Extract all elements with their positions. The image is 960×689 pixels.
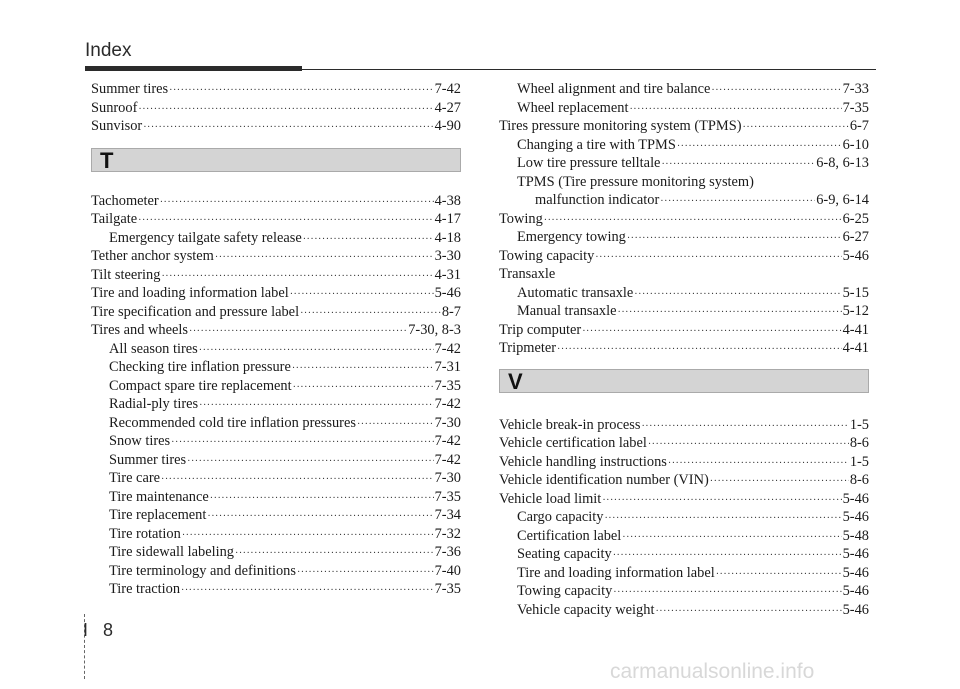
header-rule-thin (302, 69, 876, 70)
index-entry (499, 582, 869, 601)
letter-section-v (499, 369, 869, 393)
leader-dots (622, 529, 841, 548)
entry-page-ref: 7-32 (434, 525, 461, 542)
entry-label: Compact spare tire replacement (109, 377, 292, 394)
entry-page-ref: 4-41 (842, 321, 869, 338)
index-entry (91, 80, 461, 99)
entry-page-ref: 5-46 (842, 509, 869, 525)
leader-dots (189, 323, 407, 342)
index-entry (499, 302, 869, 321)
entry-page-ref: 5-46 (842, 247, 869, 264)
entry-page-ref: 5-46 (842, 490, 869, 507)
entry-label: Radial-ply tires (109, 396, 199, 412)
entry-page-ref: 7-35 (434, 377, 461, 394)
leader-dots (187, 453, 433, 472)
leader-dots (181, 582, 434, 601)
entry-label: Snow tires (109, 433, 171, 449)
entry-label: Certification label (517, 527, 622, 544)
index-entry (499, 173, 869, 192)
index-entry (499, 490, 869, 509)
entry-label: Tripmeter (499, 340, 557, 356)
entry-page-ref: 4-17 (434, 211, 461, 227)
index-entry (499, 191, 869, 210)
index-entry (91, 117, 461, 136)
entry-label: Recommended cold tire inflation pressures (109, 414, 356, 431)
entry-label: Summer tires (91, 81, 169, 97)
entry-page-ref: 7-42 (434, 340, 461, 357)
page-header-title: Index (85, 40, 132, 61)
leader-dots (711, 82, 841, 101)
entry-page-ref: 7-42 (434, 451, 461, 468)
entry-page-ref: 7-33 (842, 81, 869, 97)
leader-dots (160, 194, 434, 213)
entry-page-ref: 4-31 (434, 266, 461, 283)
index-entry (91, 525, 461, 544)
entry-label: Tire care (109, 470, 161, 486)
entry-label: Vehicle identification number (VIN) (499, 472, 709, 488)
entry-page-ref: 7-30, 8-3 (408, 322, 461, 338)
entry-label: Towing capacity (517, 583, 613, 599)
entry-label: Vehicle handling instructions (499, 453, 667, 470)
entry-label: Vehicle certification label (499, 435, 647, 451)
index-entry (91, 488, 461, 507)
entry-label: Tires pressure monitoring system (TPMS) (499, 118, 742, 134)
index-entry (91, 506, 461, 525)
leader-dots (303, 231, 434, 250)
entry-label: Seating capacity (517, 546, 612, 562)
leader-dots (138, 101, 433, 120)
entry-page-ref: 7-42 (434, 81, 461, 97)
entry-label: Emergency towing (517, 229, 626, 245)
leader-dots (171, 434, 433, 453)
right-top-entries (499, 80, 869, 358)
leader-dots (710, 473, 849, 492)
index-entry (499, 117, 869, 136)
leader-dots (602, 492, 841, 511)
entry-page-ref: 6-27 (842, 229, 869, 245)
entry-page-ref: 6-9, 6-14 (816, 192, 869, 208)
leader-dots (634, 286, 841, 305)
index-entry (91, 210, 461, 229)
index-entry (499, 416, 869, 435)
entry-page-ref: 4-38 (434, 192, 461, 209)
footer-page-number: 8 (103, 620, 114, 640)
letter-heading: V (508, 368, 523, 394)
watermark-text: carmanualsonline.info (610, 660, 815, 683)
entry-page-ref: 7-40 (434, 562, 461, 579)
entry-page-ref: 8-6 (849, 472, 869, 488)
leader-dots (292, 360, 434, 379)
index-entry (499, 136, 869, 155)
leader-dots (716, 566, 842, 585)
index-entry (499, 99, 869, 118)
entry-label: Tire and loading information label (91, 285, 289, 301)
entry-page-ref: 6-25 (842, 210, 869, 227)
entry-page-ref: 4-18 (434, 229, 461, 246)
entry-label: Wheel replacement (517, 99, 629, 116)
entry-page-ref: 7-42 (434, 396, 461, 412)
entry-page-ref: 7-35 (842, 99, 869, 116)
index-entry (499, 80, 869, 99)
index-entry (91, 266, 461, 285)
index-entry (91, 580, 461, 599)
leader-dots (293, 379, 434, 398)
entry-label: Sunroof (91, 99, 138, 116)
index-entry (499, 545, 869, 564)
entry-page-ref: 5-48 (842, 527, 869, 544)
index-entry (91, 451, 461, 470)
leader-dots (655, 603, 841, 622)
entry-page-ref: 5-46 (842, 564, 869, 581)
header-rule-thick (85, 66, 302, 71)
index-entry (499, 247, 869, 266)
entry-label: Tailgate (91, 211, 138, 227)
entry-page-ref: 5-46 (434, 285, 461, 301)
entry-page-ref: 5-46 (842, 583, 869, 599)
entry-label: Tire sidewall labeling (109, 544, 234, 560)
index-entry (91, 395, 461, 414)
entry-label: Towing (499, 210, 543, 227)
entry-page-ref: 6-7 (849, 118, 869, 134)
index-entry (499, 284, 869, 303)
index-entry (499, 228, 869, 247)
leader-dots (357, 416, 434, 435)
index-entry (91, 321, 461, 340)
index-entry (499, 434, 869, 453)
entry-label: Manual transaxle (517, 303, 617, 319)
entry-label: Tire specification and pressure label (91, 303, 300, 320)
index-entry (499, 471, 869, 490)
index-entry (91, 192, 461, 211)
entry-label: Tire traction (109, 581, 181, 597)
entry-page-ref: 6-8, 6-13 (816, 155, 869, 171)
entry-page-ref: 7-30 (434, 414, 461, 431)
entry-label: Tether anchor system (91, 248, 214, 264)
index-entry (91, 284, 461, 303)
entry-page-ref: 1-5 (849, 416, 869, 433)
entry-label: Automatic transaxle (517, 284, 634, 301)
index-entry (91, 562, 461, 581)
entry-page-ref: 7-35 (434, 581, 461, 597)
leader-dots (743, 119, 849, 138)
index-column-left (91, 80, 461, 599)
entry-label: Tilt steering (91, 266, 161, 283)
entry-label: TPMS (Tire pressure monitoring system) (517, 173, 754, 190)
index-entry (499, 508, 869, 527)
index-entry (91, 469, 461, 488)
index-entry (91, 377, 461, 396)
leader-dots (290, 286, 434, 305)
entry-label: Sunvisor (91, 118, 143, 134)
index-entry (91, 432, 461, 451)
index-entry (499, 154, 869, 173)
footer-section-letter: I (83, 620, 89, 640)
entry-label: Low tire pressure telltale (517, 155, 661, 171)
leader-dots (627, 230, 842, 249)
leader-dots (641, 418, 848, 437)
leader-dots (143, 119, 433, 138)
entry-page-ref: 4-41 (842, 340, 869, 356)
entry-label: Changing a tire with TPMS (517, 136, 676, 153)
entry-page-ref: 7-42 (434, 433, 461, 449)
leader-dots (215, 249, 434, 268)
index-entry (499, 210, 869, 229)
letter-section-t (91, 148, 461, 172)
entry-label: Towing capacity (499, 247, 595, 264)
entry-page-ref: 1-5 (849, 453, 869, 470)
entry-page-ref: 7-30 (434, 470, 461, 486)
leader-dots (297, 564, 434, 583)
entry-label: All season tires (109, 340, 198, 357)
entry-label: malfunction indicator (535, 192, 660, 208)
index-entry (499, 321, 869, 340)
index-entry (91, 414, 461, 433)
entry-label: Cargo capacity (517, 509, 604, 525)
entry-label: Tire and loading information label (517, 564, 715, 581)
entry-label: Tire maintenance (109, 488, 209, 505)
index-column-right (499, 80, 869, 619)
entry-page-ref: 5-15 (842, 284, 869, 301)
entry-label: Tire replacement (109, 507, 207, 523)
entry-label: Emergency tailgate safety release (109, 229, 302, 246)
leader-dots (604, 510, 841, 529)
entry-page-ref: 8-7 (441, 303, 461, 320)
entry-label: Checking tire inflation pressure (109, 359, 291, 375)
letter-heading: T (100, 147, 114, 173)
leader-dots (210, 490, 434, 509)
leader-dots (557, 341, 842, 360)
entry-page-ref: 8-6 (849, 435, 869, 451)
entry-page-ref: 5-46 (842, 546, 869, 562)
entry-page-ref: 4-90 (434, 118, 461, 134)
v-entries (499, 416, 869, 620)
leader-dots (169, 82, 433, 101)
leader-dots (660, 193, 815, 212)
index-entry (91, 99, 461, 118)
left-top-entries (91, 80, 461, 136)
entry-label: Vehicle capacity weight (517, 601, 655, 618)
entry-page-ref: 4-27 (434, 99, 461, 116)
entry-label: Wheel alignment and tire balance (517, 81, 711, 97)
entry-page-ref: 6-10 (842, 136, 869, 153)
entry-page-ref: 5-46 (842, 601, 869, 618)
entry-label: Tire terminology and definitions (109, 562, 296, 579)
entry-page-ref: 3-30 (434, 248, 461, 264)
t-entries (91, 192, 461, 599)
index-entry (91, 358, 461, 377)
index-entry (499, 601, 869, 620)
index-entry (499, 265, 869, 284)
entry-page-ref: 7-31 (434, 359, 461, 375)
leader-dots (618, 304, 842, 323)
index-entry (499, 339, 869, 358)
entry-label: Tachometer (91, 192, 159, 209)
index-entry (91, 543, 461, 562)
index-entry (91, 340, 461, 359)
entry-label: Tire rotation (109, 525, 181, 542)
index-entry (91, 247, 461, 266)
entry-label: Tires and wheels (91, 322, 188, 338)
leader-dots (648, 436, 849, 455)
entry-label: Summer tires (109, 451, 187, 468)
leader-dots (207, 508, 433, 527)
entry-page-ref: 5-12 (842, 303, 869, 319)
index-entry (499, 564, 869, 583)
index-entry (499, 527, 869, 546)
entry-label: Transaxle (499, 266, 556, 282)
index-entry (91, 229, 461, 248)
entry-page-ref: 7-36 (434, 544, 461, 560)
entry-label: Trip computer (499, 321, 582, 338)
entry-page-ref: 7-34 (434, 507, 461, 523)
leader-dots (595, 249, 841, 268)
index-entry (91, 303, 461, 322)
index-entry (499, 453, 869, 472)
entry-page-ref: 7-35 (434, 488, 461, 505)
entry-label: Vehicle load limit (499, 490, 602, 507)
entry-label: Vehicle break-in process (499, 416, 641, 433)
leader-dots (582, 323, 841, 342)
